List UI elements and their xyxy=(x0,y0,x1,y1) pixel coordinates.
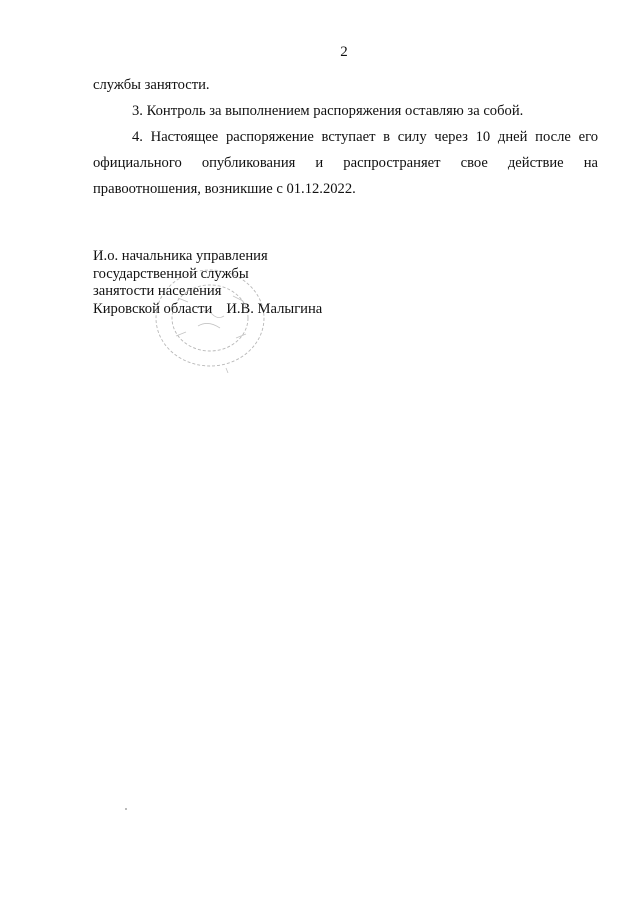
signature-title-line-3: занятости населения xyxy=(93,283,222,299)
paragraph-item-4: 4. Настоящее распоряжение вступает в силу через 10 дней после его официального опубликования и распространяет свое действие на правоотношения, возникшие с 01.12.2022. xyxy=(93,129,598,197)
signatory-name: И.В. Малыгина xyxy=(226,300,323,317)
signature-title-line-2: государственной службы xyxy=(93,265,249,282)
signature-name-line xyxy=(93,301,322,319)
paragraph-continuation: службы занятости. xyxy=(93,77,210,93)
signature-title-line-4: Кировской области xyxy=(93,300,213,317)
signature-title-line-1: И.о. начальника управления xyxy=(93,248,268,264)
signature-block xyxy=(93,248,322,318)
page-number: 2 xyxy=(340,44,348,60)
scan-artifact xyxy=(125,808,127,810)
paragraph-item-3: 3. Контроль за выполнением распоряжения оставляю за собой. xyxy=(132,103,524,119)
